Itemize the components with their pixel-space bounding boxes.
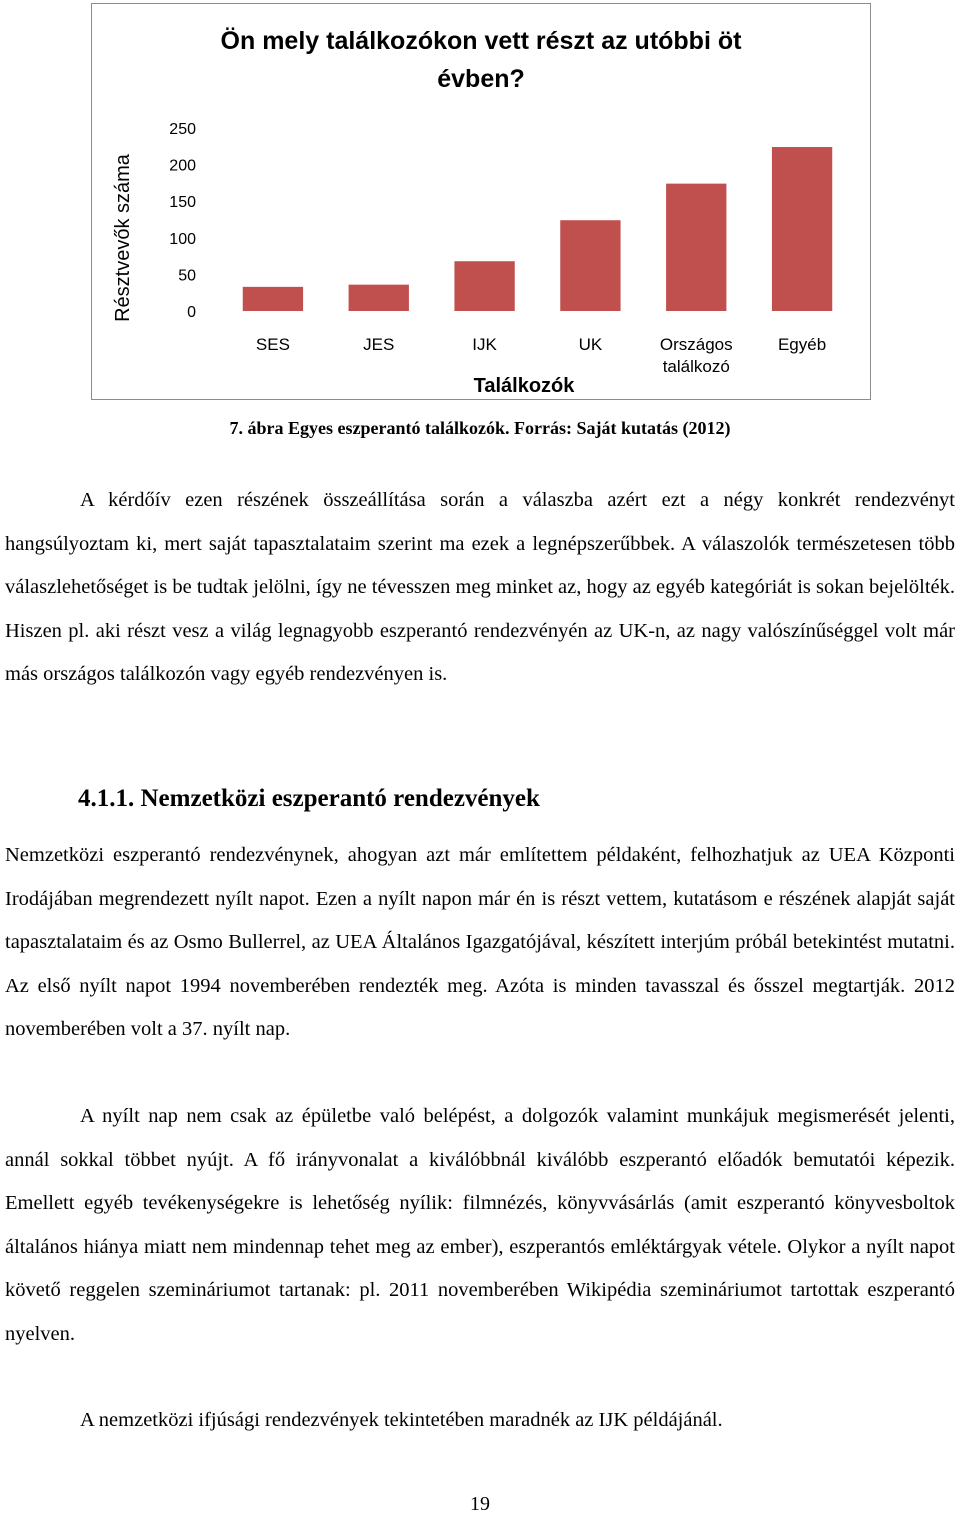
x-tick-label xyxy=(472,335,497,354)
page-number: 19 xyxy=(470,1493,490,1515)
bar-1 xyxy=(243,287,303,311)
chart-title xyxy=(221,26,743,93)
y-tick-label: 250 xyxy=(169,121,196,138)
x-tick-line: Országos xyxy=(659,335,733,354)
x-tick-label xyxy=(579,335,603,354)
y-axis-label-group xyxy=(112,153,134,322)
paragraph-open-day-program: A nyílt nap nem csak az épületbe való belépést, a dolgozók valamint munkájuk megismerését jelenti, annál sokkal többet nyújt. A fő irányvonalat a kiválóbbnál kiválóbb eszperantó előadók bemutatói képezik. Emellett egyéb tevékenységekre is lehetőség nyílik: filmnézés, könyvvásárlás (amit eszperantó könyvesboltok általános hiánya miatt nem mindennap tehet meg az ember), eszperantós emléktárgyak vétele. Olykor a nyílt napot követő reggelen szemináriumot tartanak: pl. 2011 novemberében Wikipédia szemináriumot tartottak eszperantó nyelven. xyxy=(5,1105,955,1345)
chart-title-line: Ön mely találkozókon vett részt az utóbbi öt xyxy=(220,27,742,55)
y-tick-label: 100 xyxy=(169,230,196,248)
bar-2 xyxy=(349,285,409,311)
figure-caption: 7. ábra Egyes eszperantó találkozók. Forrás: Saját kutatás (2012) xyxy=(229,418,731,438)
bar-5 xyxy=(666,184,726,311)
x-tick-line: JES xyxy=(363,335,395,354)
paragraph-questionnaire: A kérdőív ezen részének összeállítása során a válaszba azért ezt a négy konkrét rendezvényt hangsúlyoztam ki, mert saját tapasztalataim szerint ma ezek a legnépszerűbbek. A válaszolók természetesen több válaszlehetőséget is be tudtak jelölni, így ne tévesszen meg minket az, hogy az egyéb kategóriát is sokan bejelölték. Hiszen pl. aki részt vesz a világ legnagyobb eszperantó rendezvényén az UK-n, az nagy valószínűséggel volt már más országos találkozón vagy egyéb rendezvényen is. xyxy=(5,489,955,685)
x-axis-label: Találkozók xyxy=(473,375,575,397)
y-axis-ticks xyxy=(169,121,196,321)
x-axis-ticks xyxy=(256,335,826,376)
x-tick-label xyxy=(778,335,826,354)
chart-container xyxy=(91,3,871,400)
x-tick-line: UK xyxy=(578,335,603,354)
x-tick-line: Egyéb xyxy=(777,335,827,354)
paragraph-youth-events: A nemzetközi ifjúsági rendezvények tekintetében maradnék az IJK példájánál. xyxy=(80,1409,723,1431)
x-tick-label xyxy=(363,335,394,354)
x-axis-label-group xyxy=(474,375,576,397)
y-tick-label: 0 xyxy=(187,304,196,321)
x-tick-label xyxy=(256,335,290,354)
bar-3 xyxy=(454,261,514,311)
section-heading: 4.1.1. Nemzetközi eszperantó rendezvények xyxy=(78,785,540,812)
y-tick-label: 150 xyxy=(169,194,196,212)
y-axis-label: Résztvevők száma xyxy=(112,154,134,322)
x-tick-line: találkozó xyxy=(662,357,730,376)
x-tick-line: SES xyxy=(255,335,290,354)
y-tick-label: 50 xyxy=(178,267,196,285)
x-tick-line: IJK xyxy=(472,335,497,354)
x-tick-label xyxy=(660,335,733,376)
bar-4 xyxy=(560,220,620,311)
bar-6 xyxy=(772,147,832,311)
paragraph-open-day: Nemzetközi eszperantó rendezvénynek, ahogyan azt már említettem példaként, felhozhatjuk az UEA Központi Irodájában megrendezett nyílt napot. Ezen a nyílt napon már én is részt vettem, kutatásom e részének alapját saját tapasztalataim és az Osmo Bullerrel, az UEA Általános Igazgatójával, készített interjúm próbál betekintést mutatni. Az első nyílt napot 1994 novemberében rendezték meg. Azóta is minden tavasszal és ősszel megtartják. 2012 novemberében volt a 37. nyílt nap. xyxy=(5,844,955,1040)
bars xyxy=(243,147,832,311)
chart-title-line: évben? xyxy=(437,65,525,93)
y-tick-label: 200 xyxy=(169,157,196,175)
bar-chart xyxy=(92,4,870,399)
chart-title-text xyxy=(221,26,743,93)
